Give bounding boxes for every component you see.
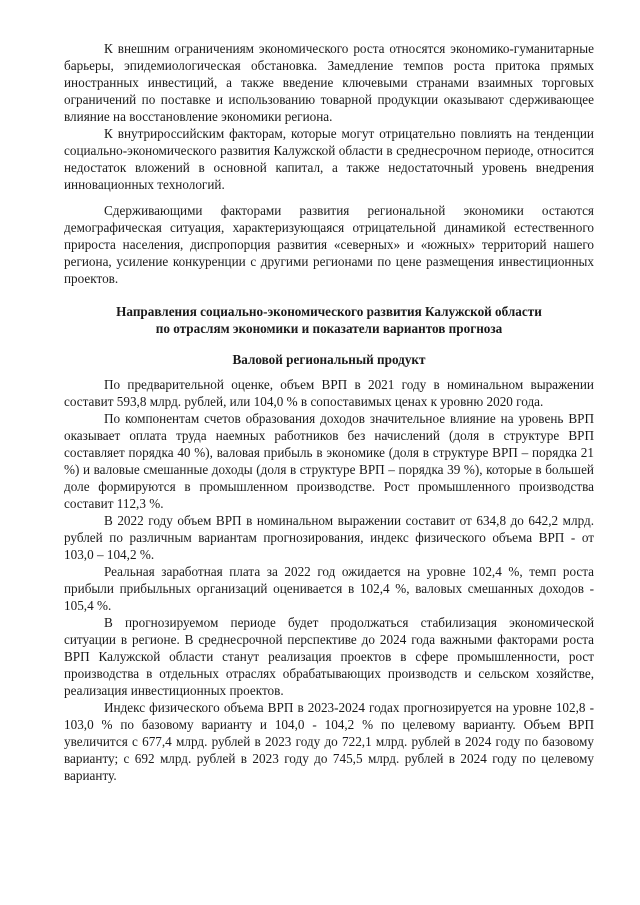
section-heading-line-2: по отраслям экономики и показатели вариантов прогноза bbox=[155, 321, 503, 336]
paragraph-grp-2022: В 2022 году объем ВРП в номинальном выражении составит от 634,8 до 642,2 млрд. рублей по различным вариантам прогнозирования, индекс физического объема ВРП - от 103,0 – 104,2 %. bbox=[64, 513, 594, 562]
subheading-grp: Валовой региональный продукт bbox=[232, 352, 426, 367]
paragraph-external-constraints: К внешним ограничениям экономического роста относятся экономико-гуманитарные барьеры, эпидемиологическая обстановка. Замедление темпов роста притока прямых иностранных инвестиций, а также введение ключевыми странами взаимных торговых ограничений по поставке и использованию товарной продукции оказывают сдерживающее влияние на восстановление экономики региона. bbox=[64, 41, 594, 124]
paragraph-forecast-period: В прогнозируемом периоде будет продолжаться стабилизация экономической ситуации в регионе. В среднесрочной перспективе до 2024 года важными факторами роста ВРП Калужской области станут реализация проектов в сфере промышленности, рост производства в отдельных отраслях обрабатывающих производств и сельском хозяйстве, реализация инвестиционных проектов. bbox=[64, 615, 594, 698]
paragraph-restraining-factors: Сдерживающими факторами развития региональной экономики остаются демографическая ситуация, характеризующаяся отрицательной динамикой естественного прироста населения, диспропорция развития «северных» и «южных» территорий нашего региона, усиление конкуренции с другими регионами по цене размещения инвестиционных проектов. bbox=[64, 203, 594, 286]
section-heading-line-1: Направления социально-экономического развития Калужской области bbox=[116, 304, 542, 319]
paragraph-real-wages: Реальная заработная плата за 2022 год ожидается на уровне 102,4 %, темп роста прибыли прибыльных организаций оценивается в 102,4 %, валовых смешанных доходов - 105,4 %. bbox=[64, 564, 594, 613]
paragraph-grp-2021: По предварительной оценке, объем ВРП в 2021 году в номинальном выражении составит 593,8 млрд. рублей, или 104,0 % в сопоставимых ценах к уровню 2020 года. bbox=[64, 377, 594, 409]
paragraph-physical-volume-index: Индекс физического объема ВРП в 2023-2024 годах прогнозируется на уровне 102,8 - 103,0 % по базовому варианту и 104,0 - 104,2 % по целевому варианту. Объем ВРП увеличится с 677,4 млрд. рублей в 2023 году до 722,1 млрд. рублей в 2024 году по базовому варианту; с 692 млрд. рублей в 2023 году до 745,5 млрд. рублей в 2024 году по целевому варианту. bbox=[64, 700, 594, 783]
document-body bbox=[64, 40, 594, 784]
paragraph-income-components: По компонентам счетов образования доходов значительное влияние на уровень ВРП оказывает оплата труда наемных работников без начислений (доля в структуре ВРП составляет порядка 40 %), валовая прибыль в экономике (доля в структуре ВРП – порядка 21 %) и валовые смешанные доходы (доля в структуре ВРП – порядка 39 %), которые в большей доле формируются в промышленном производстве. Рост промышленного производства составит 112,3 %. bbox=[64, 411, 594, 511]
paragraph-domestic-factors: К внутрироссийским факторам, которые могут отрицательно повлиять на тенденции социально-экономического развития Калужской области в среднесрочном периоде, относится недостаток вложений в основной капитал, а также недостаточный уровень внедрения инновационных технологий. bbox=[64, 126, 594, 192]
section-heading bbox=[64, 303, 594, 337]
